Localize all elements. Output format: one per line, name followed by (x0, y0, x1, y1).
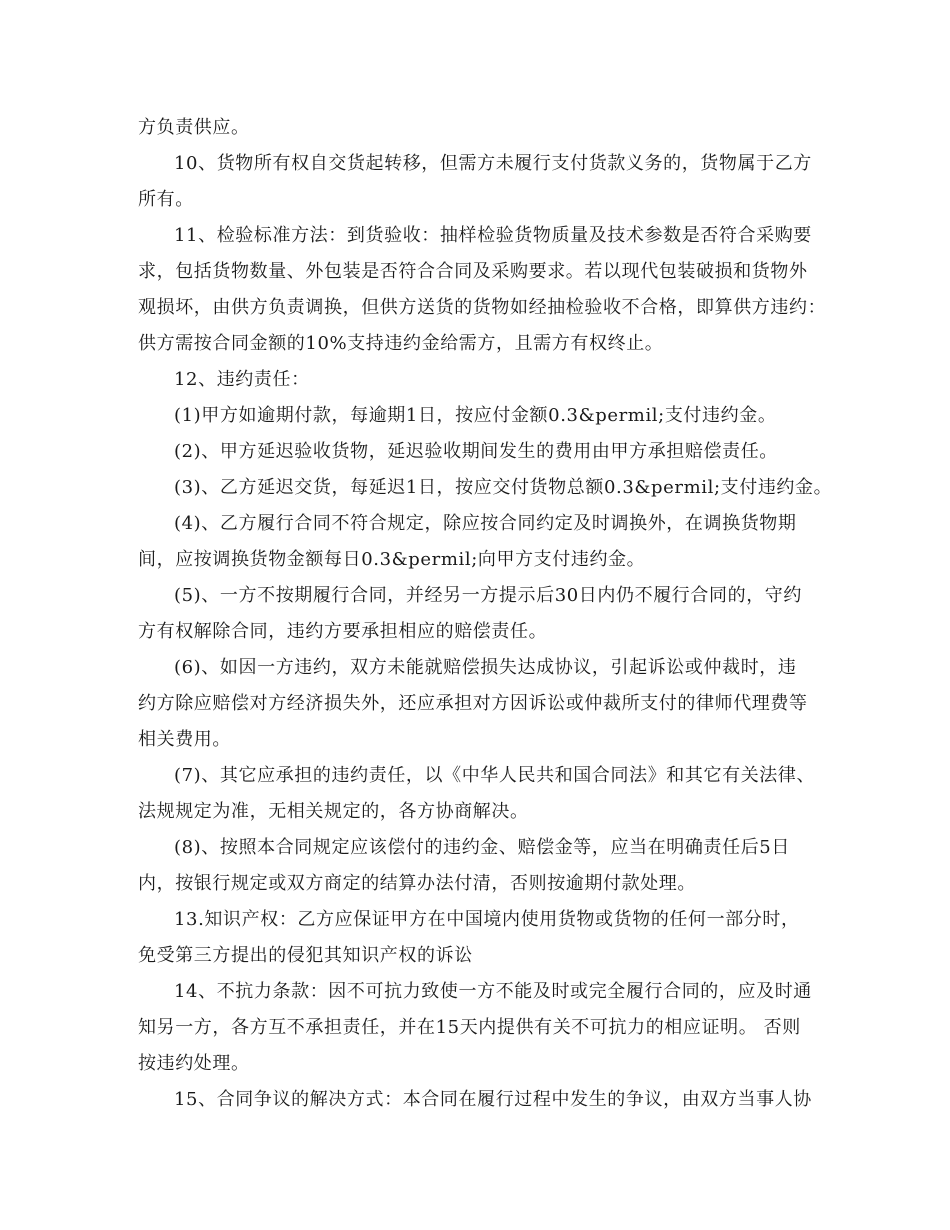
text-line-4: 11、检验标准方法：到货验收：抽样检验货物质量及技术参数是否符合采购要 (174, 225, 812, 246)
text-line-18: 相关费用。 (138, 729, 231, 750)
text-line-8: 12、违约责任： (174, 369, 310, 390)
text-line-2: 10、货物所有权自交货起转移，但需方未履行支付货款义务的，货物属于乙方 (174, 153, 812, 174)
text-line-10: (2)、甲方延迟验收货物，延迟验收期间发生的费用由甲方承担赔偿责任。 (174, 441, 778, 462)
text-line-19: (7)、其它应承担的违约责任，以《中华人民共和国合同法》和其它有关法律、 (174, 765, 816, 786)
text-line-11: (3)、乙方延迟交货，每延迟1日，按应交付货物总额0.3&permil;支付违约金。 (174, 477, 833, 498)
text-line-20: 法规规定为准，无相关规定的，各方协商解决。 (138, 801, 529, 822)
text-line-16: (6)、如因一方违约，双方未能就赔偿损失达成协议，引起诉讼或仲裁时，违 (174, 657, 797, 678)
text-line-14: (5)、一方不按期履行合同，并经另一方提示后30日内仍不履行合同的，守约 (174, 585, 802, 606)
text-line-24: 免受第三方提出的侵犯其知识产权的诉讼 (138, 945, 473, 966)
text-line-5: 求，包括货物数量、外包装是否符合合同及采购要求。若以现代包装破损和货物外 (138, 261, 808, 282)
text-line-9: (1)甲方如逾期付款，每逾期1日，按应付金额0.3&permil;支付违约金。 (174, 405, 777, 426)
text-line-6: 观损坏，由供方负责调换，但供方送货的货物如经抽检验收不合格，即算供方违约： (138, 297, 827, 318)
text-line-1: 方负责供应。 (138, 117, 250, 138)
text-line-27: 按违约处理。 (138, 1053, 250, 1074)
text-line-7: 供方需按合同金额的10%支持违约金给需方，且需方有权终止。 (138, 333, 664, 354)
text-line-15: 方有权解除合同，违约方要承担相应的赔偿责任。 (138, 621, 548, 642)
text-line-12: (4)、乙方履行合同不符合规定，除应按合同约定及时调换外，在调换货物期 (174, 513, 797, 534)
text-line-23: 13.知识产权：乙方应保证甲方在中国境内使用货物或货物的任何一部分时， (174, 909, 800, 930)
text-line-26: 知另一方，各方互不承担责任，并在15天内提供有关不可抗力的相应证明。 否则 (138, 1017, 801, 1038)
text-line-13: 间，应按调换货物金额每日0.3&permil;向甲方支付违约金。 (138, 549, 646, 570)
text-line-28: 15、合同争议的解决方式：本合同在履行过程中发生的争议，由双方当事人协 (174, 1089, 812, 1110)
text-line-17: 约方除应赔偿对方经济损失外，还应承担对方因诉讼或仲裁所支付的律师代理费等 (138, 693, 808, 714)
text-line-25: 14、不抗力条款：因不可抗力致使一方不能及时或完全履行合同的，应及时通 (174, 981, 812, 1002)
text-line-3: 所有。 (138, 189, 194, 210)
text-line-21: (8)、按照本合同规定应该偿付的违约金、赔偿金等，应当在明确责任后5日 (174, 837, 790, 858)
text-line-22: 内，按银行规定或双方商定的结算办法付清，否则按逾期付款处理。 (138, 873, 696, 894)
